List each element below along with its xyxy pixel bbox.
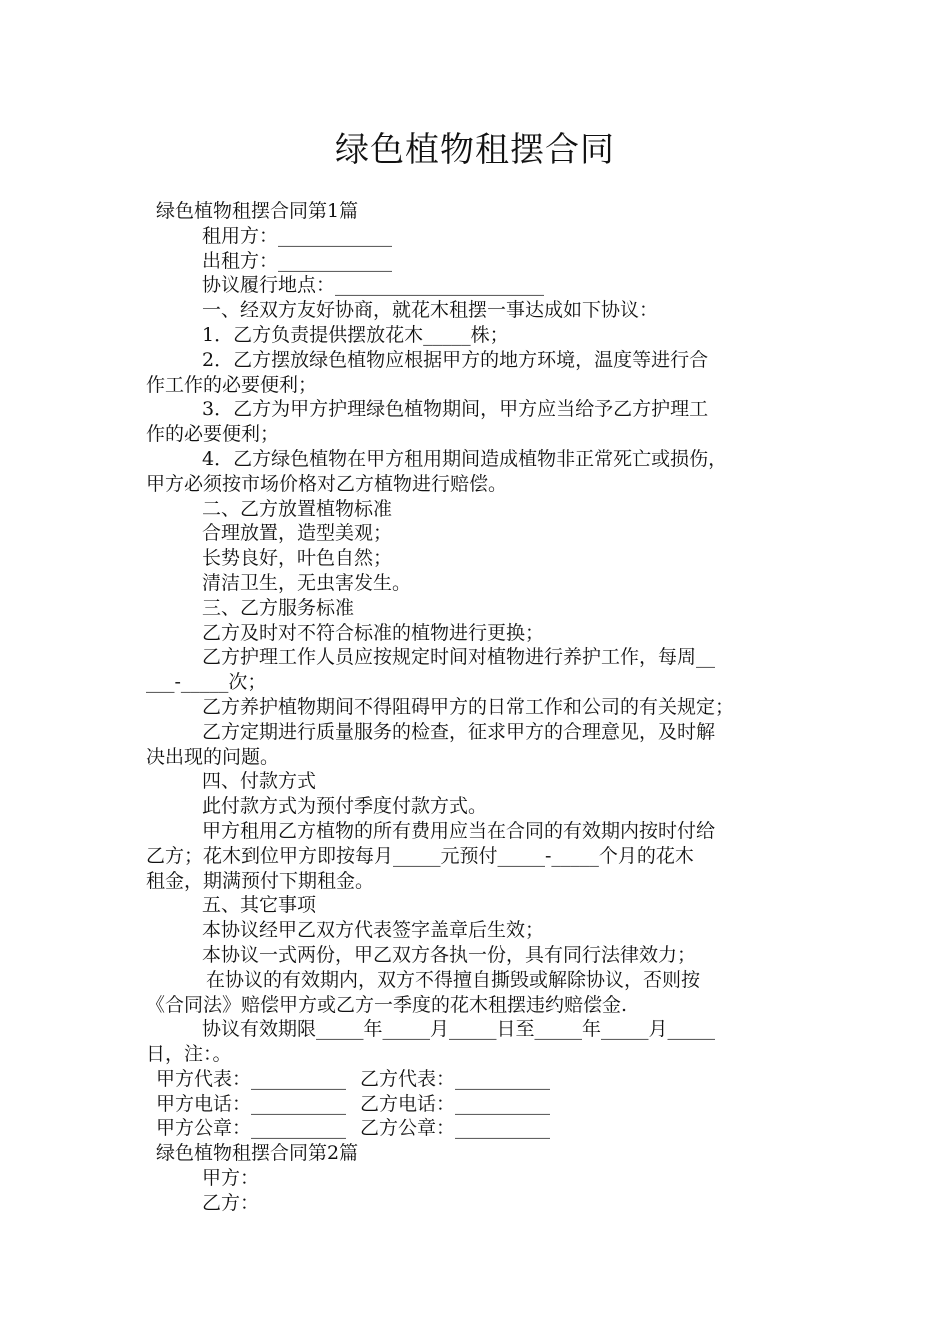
paragraph-line: 乙方定期进行质量服务的检查，征求甲方的合理意见，及时解 — [202, 720, 716, 743]
paragraph-line: 决出现的问题。 — [146, 745, 280, 768]
document-title: 绿色植物租摆合同 — [335, 130, 615, 170]
signature-row — [146, 1116, 818, 1141]
paragraph-line: 在协议的有效期内，双方不得擅自撕毁或解除协议，否则按 — [206, 968, 701, 991]
paragraph-line: 甲方必须按市场价格对乙方植物进行赔偿。 — [146, 472, 508, 495]
paragraph-line: 乙方护理工作人员应按规定时间对植物进行养护工作，每周__ — [202, 646, 716, 669]
paragraph-line: 四、付款方式 — [202, 770, 317, 793]
paragraph-line: 乙方；花木到位甲方即按每月_____元预付_____-_____个月的花木 — [146, 844, 694, 867]
paragraph-line: 本协议经甲乙双方代表签字盖章后生效； — [202, 919, 545, 942]
paragraph-line: 乙方及时对不符合标准的植物进行更换； — [202, 621, 545, 644]
paragraph-line: 甲方租用乙方植物的所有费用应当在合同的有效期内按时付给 — [202, 819, 716, 842]
paragraph-line: 作的必要便利； — [146, 423, 280, 446]
paragraph-line: 1．乙方负责提供摆放花木_____株； — [202, 323, 509, 346]
paragraph-line: 协议有效期限_____年_____月_____日至_____年_____月_____ — [202, 1018, 716, 1041]
party-a-phone: 甲方电话：__________ — [156, 1092, 347, 1115]
paragraph-line: 4．乙方绿色植物在甲方租用期间造成植物非正常死亡或损伤， — [202, 447, 728, 470]
document-body — [146, 199, 818, 1216]
party-a-seal: 甲方公章：__________ — [156, 1117, 347, 1140]
paragraph-line: 此付款方式为预付季度付款方式。 — [202, 795, 488, 818]
paragraph-line: 五、其它事项 — [202, 894, 317, 917]
party-a-representative: 甲方代表：__________ — [156, 1067, 347, 1090]
paragraph-line: 日，注：。 — [146, 1043, 232, 1066]
paragraph-line: 2．乙方摆放绿色植物应根据甲方的地方环境，温度等进行合 — [202, 348, 709, 371]
section-heading: 绿色植物租摆合同第1篇 — [156, 200, 359, 222]
paragraph-line: 《合同法》赔偿甲方或乙方一季度的花木租摆违约赔偿金. — [146, 993, 628, 1016]
paragraph-line: 二、乙方放置植物标准 — [202, 497, 393, 520]
paragraph-line: 清洁卫生，无虫害发生。 — [202, 571, 412, 594]
party-b-seal: 乙方公章：__________ — [360, 1117, 551, 1140]
paragraph-line: ___-_____次； — [146, 671, 267, 694]
paragraph-line: 合理放置，造型美观； — [202, 522, 393, 545]
section-heading: 绿色植物租摆合同第2篇 — [156, 1142, 359, 1165]
paragraph-line: 作工作的必要便利； — [146, 373, 318, 396]
paragraph-line: 出租方：____________ — [202, 249, 393, 272]
signature-row — [146, 1092, 818, 1117]
paragraph-line: 租金，期满预付下期租金。 — [146, 869, 375, 892]
party-b-phone: 乙方电话：__________ — [360, 1092, 551, 1115]
party-b-representative: 乙方代表：__________ — [360, 1067, 551, 1090]
paragraph-line: 租用方：____________ — [202, 224, 393, 247]
paragraph-line: 长势良好，叶色自然； — [202, 547, 393, 570]
paragraph-line: 乙方养护植物期间不得阻碍甲方的日常工作和公司的有关规定； — [202, 695, 735, 718]
paragraph-line: 乙方： — [202, 1191, 260, 1214]
paragraph-line: 一、经双方友好协商，就花木租摆一事达成如下协议： — [202, 299, 659, 322]
paragraph-line: 本协议一式两份，甲乙双方各执一份，具有同行法律效力； — [202, 943, 697, 966]
paragraph-line: 三、乙方服务标准 — [202, 596, 355, 619]
paragraph-line: 协议履行地点：______________________ — [202, 274, 545, 297]
signature-row — [146, 1067, 818, 1092]
paragraph-line: 3．乙方为甲方护理绿色植物期间，甲方应当给予乙方护理工 — [202, 398, 709, 421]
paragraph-line: 甲方： — [202, 1167, 260, 1190]
